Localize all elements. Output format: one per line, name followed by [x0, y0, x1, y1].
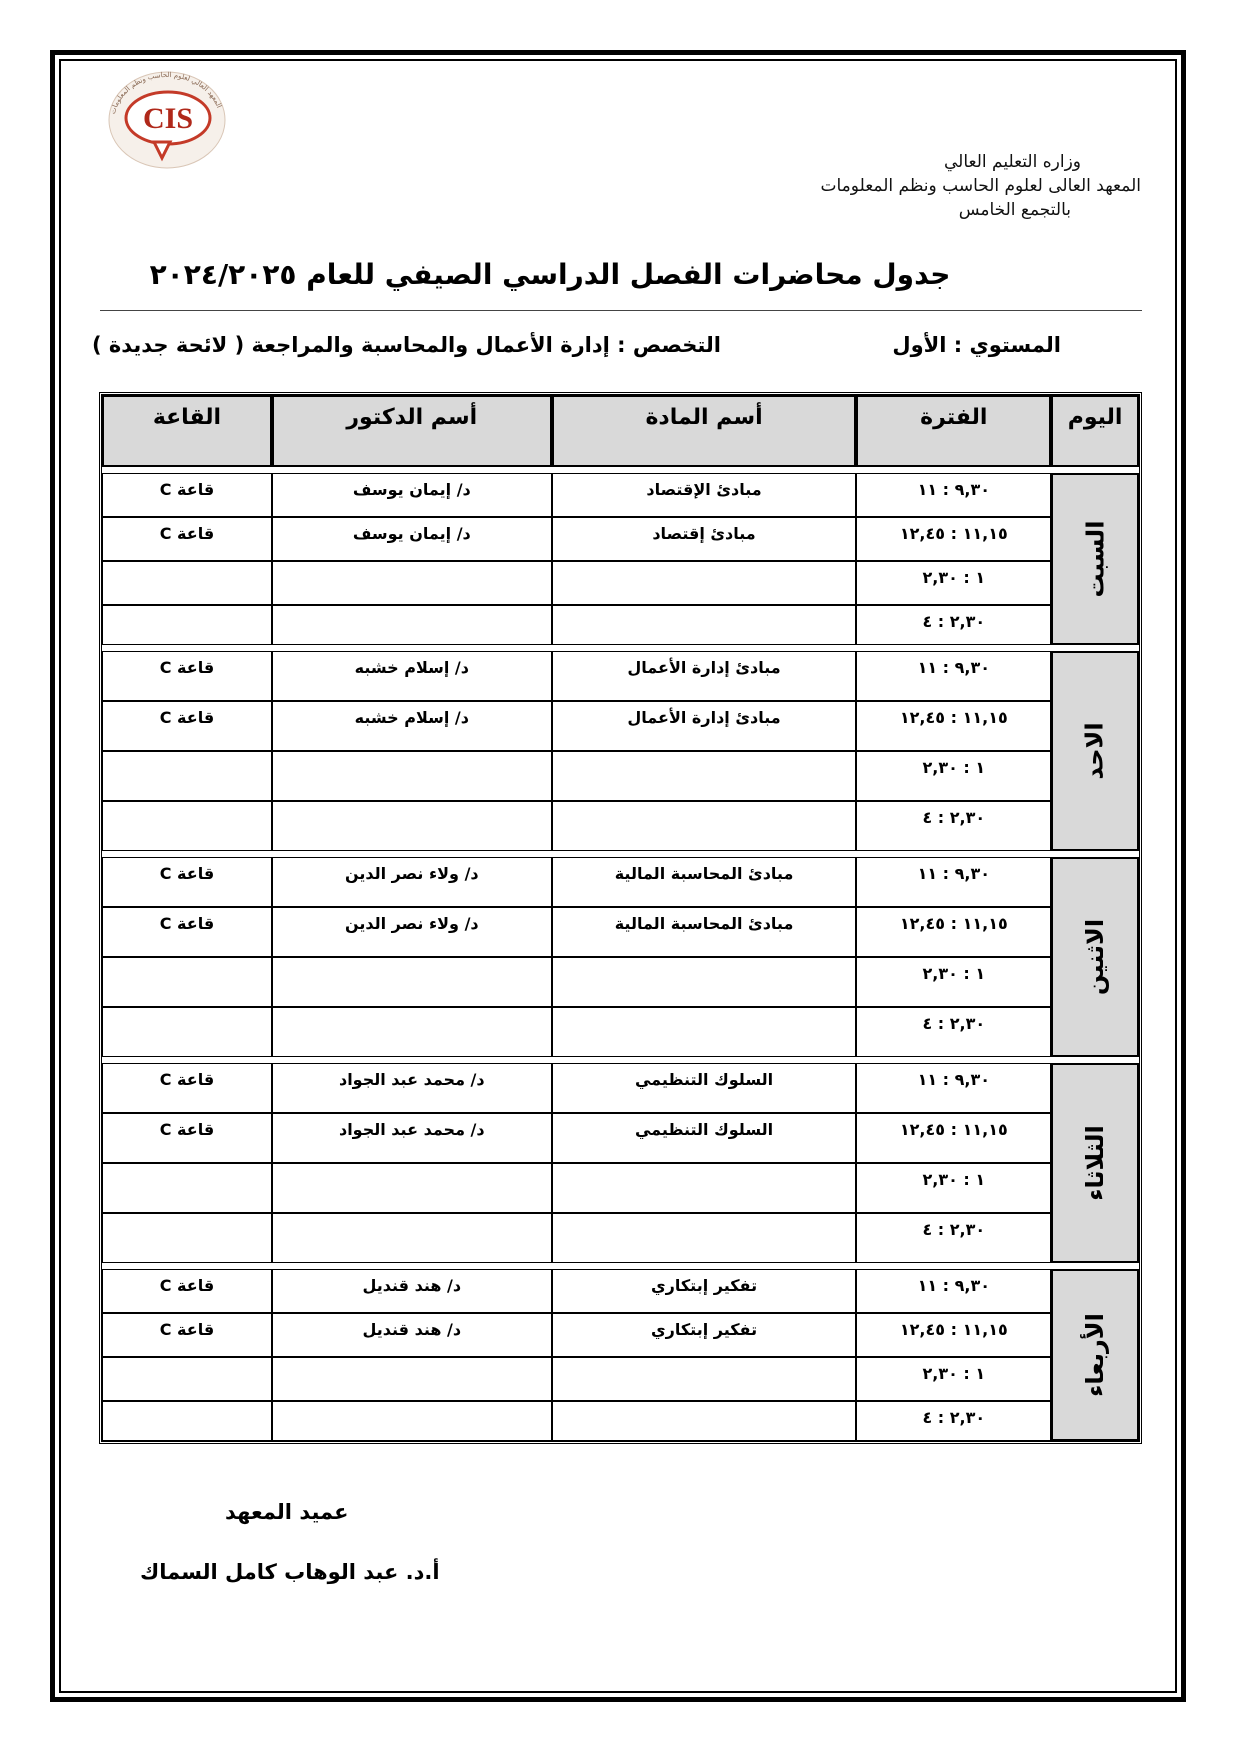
subject-cell: مبادئ إقتصاد: [552, 517, 857, 561]
doctor-cell: [272, 751, 552, 801]
room-cell: [102, 605, 272, 645]
subject-cell: السلوك التنظيمي: [552, 1063, 857, 1113]
doctor-cell: د/ ولاء نصر الدين: [272, 907, 552, 957]
subject-cell: [552, 1007, 857, 1057]
room-cell: [102, 801, 272, 851]
room-cell: قاعة C: [102, 857, 272, 907]
doctor-cell: د/ محمد عبد الجواد: [272, 1063, 552, 1113]
room-cell: [102, 1163, 272, 1213]
room-cell: قاعة C: [102, 1313, 272, 1357]
period-cell: ٩,٣٠ : ١١: [856, 1063, 1051, 1113]
institute-logo: [92, 62, 242, 172]
day-label: الأربعاء: [1081, 1313, 1110, 1397]
table-row: [102, 907, 1139, 957]
table-row: [102, 1357, 1139, 1401]
table-row: [102, 1213, 1139, 1263]
doctor-cell: [272, 1163, 552, 1213]
location-line: بالتجمع الخامس: [958, 200, 1071, 220]
table-row: [102, 957, 1139, 1007]
subject-cell: [552, 801, 857, 851]
doctor-cell: د/ هند قنديل: [272, 1313, 552, 1357]
period-cell: ١١,١٥ : ١٢,٤٥: [856, 517, 1051, 561]
period-cell: ٩,٣٠ : ١١: [856, 651, 1051, 701]
table-row: [102, 1113, 1139, 1163]
doctor-cell: د/ إيمان يوسف: [272, 473, 552, 517]
table-row: [102, 651, 1139, 701]
day-label: الاحد: [1081, 722, 1110, 780]
table-row: [102, 1007, 1139, 1057]
period-cell: ٢,٣٠ : ٤: [856, 1213, 1051, 1263]
doctor-cell: [272, 605, 552, 645]
period-cell: ٢,٣٠ : ٤: [856, 801, 1051, 851]
subject-cell: تفكير إبتكاري: [552, 1269, 857, 1313]
table-row: [102, 801, 1139, 851]
ministry-line: وزاره التعليم العالي: [943, 152, 1081, 172]
day-cell: [1051, 473, 1139, 645]
table-row: [102, 1269, 1139, 1313]
dean-title: عميد المعهد: [225, 1500, 349, 1524]
schedule-table: [99, 392, 1142, 1444]
day-cell: [1051, 1269, 1139, 1441]
period-cell: ١ : ٢,٣٠: [856, 1163, 1051, 1213]
room-cell: [102, 751, 272, 801]
room-cell: قاعة C: [102, 1113, 272, 1163]
doctor-cell: د/ إسلام خشبه: [272, 651, 552, 701]
table-row: [102, 517, 1139, 561]
day-cell: [1051, 651, 1139, 851]
doctor-cell: د/ ولاء نصر الدين: [272, 857, 552, 907]
table-row: [102, 1313, 1139, 1357]
doctor-cell: [272, 561, 552, 605]
table-row: [102, 1401, 1139, 1441]
room-cell: [102, 1007, 272, 1057]
room-cell: [102, 1357, 272, 1401]
period-cell: ١١,١٥ : ١٢,٤٥: [856, 1113, 1051, 1163]
col-header-day: اليوم: [1051, 395, 1139, 467]
room-cell: قاعة C: [102, 473, 272, 517]
table-row: [102, 473, 1139, 517]
level-label: المستوي : الأول: [892, 333, 1061, 357]
doctor-cell: [272, 1213, 552, 1263]
room-cell: قاعة C: [102, 517, 272, 561]
period-cell: ١ : ٢,٣٠: [856, 561, 1051, 605]
page-title: جدول محاضرات الفصل الدراسي الصيفي للعام ٢٠٢٤/٢٠٢٥: [149, 258, 951, 291]
day-label: الثلاثاء: [1081, 1125, 1110, 1201]
period-cell: ١ : ٢,٣٠: [856, 751, 1051, 801]
period-cell: ١١,١٥ : ١٢,٤٥: [856, 907, 1051, 957]
institute-line: المعهد العالى لعلوم الحاسب ونظم المعلومات: [820, 176, 1141, 196]
subject-cell: مبادئ إدارة الأعمال: [552, 651, 857, 701]
subject-cell: [552, 1213, 857, 1263]
col-header-period: الفترة: [856, 395, 1051, 467]
room-cell: [102, 561, 272, 605]
day-cell: [1051, 1063, 1139, 1263]
logo-text: CIS: [142, 102, 194, 135]
day-label: الاثنين: [1081, 918, 1110, 996]
table-row: [102, 1163, 1139, 1213]
table-row: [102, 857, 1139, 907]
subject-cell: [552, 751, 857, 801]
room-cell: [102, 957, 272, 1007]
subject-cell: مبادئ إدارة الأعمال: [552, 701, 857, 751]
table-row: [102, 751, 1139, 801]
period-cell: ٩,٣٠ : ١١: [856, 857, 1051, 907]
doctor-cell: د/ محمد عبد الجواد: [272, 1113, 552, 1163]
svg-text:المعهد العالي لعلوم الحاسب ونظ: المعهد العالي لعلوم الحاسب ونظم المعلومات: [108, 70, 224, 115]
doctor-cell: د/ إسلام خشبه: [272, 701, 552, 751]
period-cell: ٢,٣٠ : ٤: [856, 605, 1051, 645]
doctor-cell: [272, 957, 552, 1007]
room-cell: قاعة C: [102, 1063, 272, 1113]
room-cell: [102, 1213, 272, 1263]
room-cell: [102, 1401, 272, 1441]
subject-cell: مبادئ المحاسبة المالية: [552, 857, 857, 907]
doctor-cell: [272, 801, 552, 851]
room-cell: قاعة C: [102, 1269, 272, 1313]
doctor-cell: [272, 1401, 552, 1441]
period-cell: ١١,١٥ : ١٢,٤٥: [856, 701, 1051, 751]
room-cell: قاعة C: [102, 701, 272, 751]
day-label: السبت: [1081, 520, 1110, 598]
period-cell: ١ : ٢,٣٠: [856, 1357, 1051, 1401]
table-row: [102, 561, 1139, 605]
doctor-cell: د/ هند قنديل: [272, 1269, 552, 1313]
table-row: [102, 1063, 1139, 1113]
doctor-cell: د/ إيمان يوسف: [272, 517, 552, 561]
doctor-cell: [272, 1357, 552, 1401]
specialization-label: التخصص : إدارة الأعمال والمحاسبة والمراجعة ( لائحة جديدة ): [91, 333, 721, 357]
subject-cell: [552, 605, 857, 645]
table-row: [102, 701, 1139, 751]
col-header-room: القاعة: [102, 395, 272, 467]
period-cell: ٢,٣٠ : ٤: [856, 1401, 1051, 1441]
period-cell: ١١,١٥ : ١٢,٤٥: [856, 1313, 1051, 1357]
title-divider: [100, 310, 1142, 311]
period-cell: ٢,٣٠ : ٤: [856, 1007, 1051, 1057]
room-cell: قاعة C: [102, 651, 272, 701]
subject-cell: مبادئ الإقتصاد: [552, 473, 857, 517]
period-cell: ٩,٣٠ : ١١: [856, 473, 1051, 517]
subject-cell: [552, 561, 857, 605]
institution-header: [541, 150, 1141, 222]
room-cell: قاعة C: [102, 907, 272, 957]
day-cell: [1051, 857, 1139, 1057]
table-header-row: [102, 395, 1139, 467]
period-cell: ١ : ٢,٣٠: [856, 957, 1051, 1007]
dean-name: أ.د. عبد الوهاب كامل السماك: [140, 1560, 440, 1584]
subject-cell: [552, 957, 857, 1007]
subject-cell: [552, 1163, 857, 1213]
col-header-doctor: أسم الدكتور: [272, 395, 552, 467]
subject-cell: [552, 1357, 857, 1401]
table-row: [102, 605, 1139, 645]
subject-cell: السلوك التنظيمي: [552, 1113, 857, 1163]
period-cell: ٩,٣٠ : ١١: [856, 1269, 1051, 1313]
subject-cell: [552, 1401, 857, 1441]
subject-cell: تفكير إبتكاري: [552, 1313, 857, 1357]
col-header-subject: أسم المادة: [552, 395, 857, 467]
doctor-cell: [272, 1007, 552, 1057]
subject-cell: مبادئ المحاسبة المالية: [552, 907, 857, 957]
